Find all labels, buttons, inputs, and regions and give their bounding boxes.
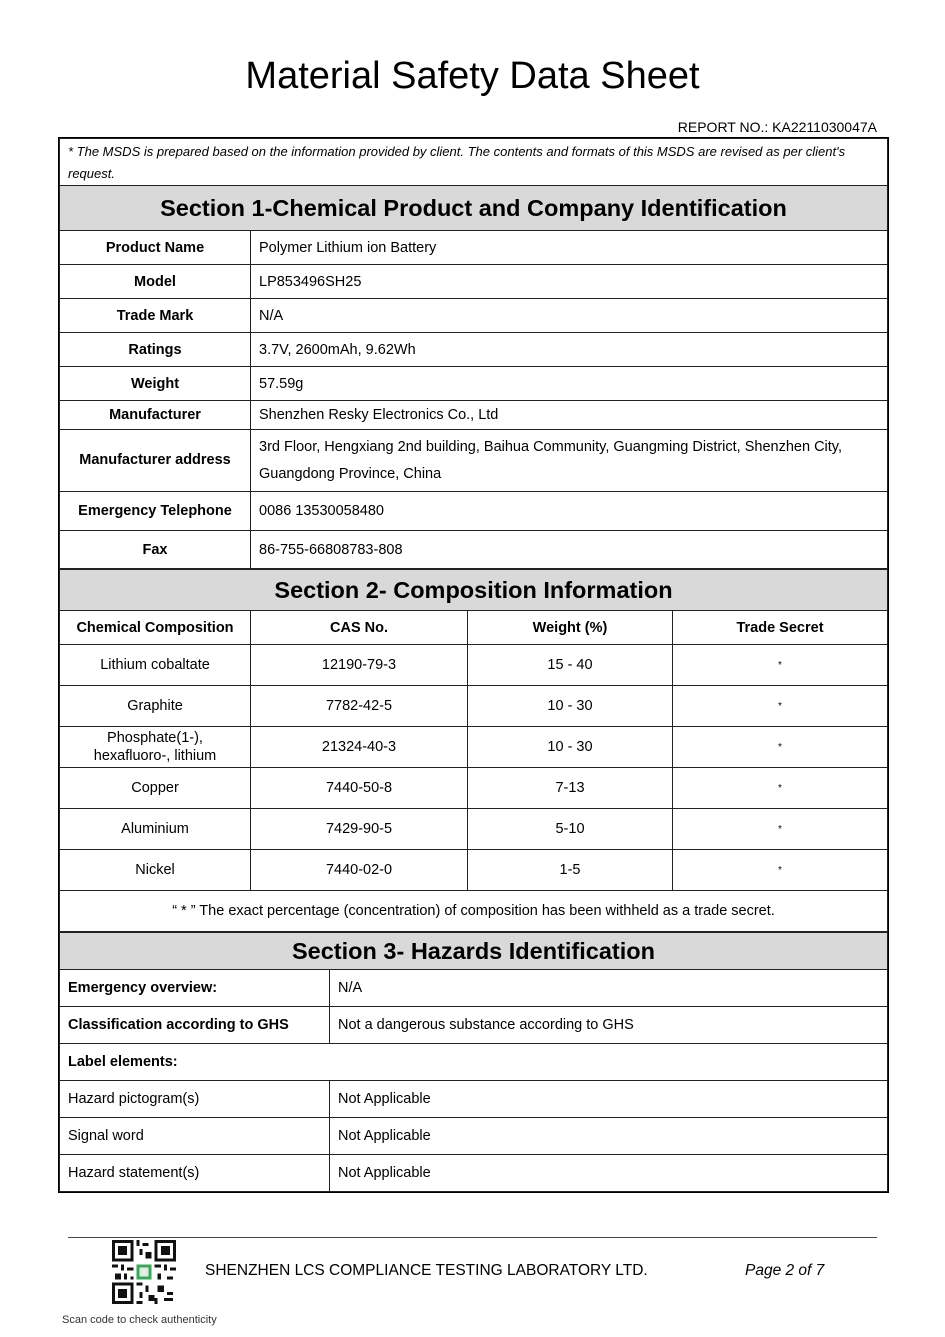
table-row — [60, 1007, 888, 1044]
cas-number: 7440-50-8 — [251, 768, 468, 809]
signal-word-value: Not Applicable — [330, 1118, 888, 1155]
table-row — [60, 1081, 888, 1118]
ratings-label: Ratings — [60, 333, 251, 367]
hazard-statement-label: Hazard statement(s) — [60, 1155, 330, 1192]
table-row — [60, 299, 888, 333]
model-value: LP853496SH25 — [251, 265, 888, 299]
fax-value: 86-755-66808783-808 — [251, 531, 888, 569]
table-row — [60, 367, 888, 401]
table-row — [60, 333, 888, 367]
trade-secret: * — [673, 809, 888, 850]
section1-table — [59, 185, 888, 569]
section1-heading: Section 1-Chemical Product and Company Identification — [60, 186, 888, 231]
table-row — [60, 265, 888, 299]
signal-word-label: Signal word — [60, 1118, 330, 1155]
table-row — [60, 492, 888, 531]
model-label: Model — [60, 265, 251, 299]
table-row — [60, 645, 888, 686]
table-row — [60, 531, 888, 569]
msds-sheet — [58, 137, 889, 1193]
qr-code-icon[interactable] — [112, 1240, 176, 1304]
weight-percent: 7-13 — [468, 768, 673, 809]
hazard-pictogram-label: Hazard pictogram(s) — [60, 1081, 330, 1118]
chemical-name: Lithium cobaltate — [60, 645, 251, 686]
section3-table — [59, 932, 888, 1192]
weight-percent: 10 - 30 — [468, 686, 673, 727]
emergency-overview-label: Emergency overview: — [60, 970, 330, 1007]
manufacturer-label: Manufacturer — [60, 401, 251, 430]
cas-number: 7782-42-5 — [251, 686, 468, 727]
trade-secret: * — [673, 768, 888, 809]
chemical-name: Copper — [60, 768, 251, 809]
table-row — [60, 430, 888, 492]
section2-table — [59, 569, 888, 932]
table-row — [60, 970, 888, 1007]
table-row — [60, 850, 888, 891]
col-chemical-composition: Chemical Composition — [60, 611, 251, 645]
document-title: Material Safety Data Sheet — [245, 55, 700, 97]
section2-heading: Section 2- Composition Information — [60, 570, 888, 611]
scan-code-caption: Scan code to check authenticity — [62, 1314, 217, 1326]
trade-secret: * — [673, 686, 888, 727]
product-name-value: Polymer Lithium ion Battery — [251, 231, 888, 265]
ghs-classification-value: Not a dangerous substance according to GHS — [330, 1007, 888, 1044]
table-row — [60, 768, 888, 809]
hazard-statement-value: Not Applicable — [330, 1155, 888, 1192]
table-row — [60, 809, 888, 850]
table-row — [60, 401, 888, 430]
chemical-name: Graphite — [60, 686, 251, 727]
weight-label: Weight — [60, 367, 251, 401]
weight-percent: 1-5 — [468, 850, 673, 891]
table-row — [60, 1044, 888, 1081]
trade-mark-value: N/A — [251, 299, 888, 333]
emergency-telephone-label: Emergency Telephone — [60, 492, 251, 531]
chemical-name: Aluminium — [60, 809, 251, 850]
ratings-value: 3.7V, 2600mAh, 9.62Wh — [251, 333, 888, 367]
table-row — [60, 1118, 888, 1155]
trade-secret-footnote: “ * ” The exact percentage (concentration) of composition has been withheld as a trade secret. — [60, 891, 888, 932]
lab-name: SHENZHEN LCS COMPLIANCE TESTING LABORATORY LTD. — [205, 1262, 648, 1279]
manufacturer-address-label: Manufacturer address — [60, 430, 251, 492]
weight-percent: 10 - 30 — [468, 727, 673, 768]
trade-secret: * — [673, 645, 888, 686]
label-elements-heading: Label elements: — [60, 1044, 888, 1081]
emergency-telephone-value: 0086 13530058480 — [251, 492, 888, 531]
trade-mark-label: Trade Mark — [60, 299, 251, 333]
table-row — [60, 727, 888, 768]
chemical-name: Nickel — [60, 850, 251, 891]
col-trade-secret: Trade Secret — [673, 611, 888, 645]
trade-secret: * — [673, 850, 888, 891]
client-note: * The MSDS is prepared based on the information provided by client. The contents and formats of this MSDS are revised as per client's request. — [59, 138, 888, 185]
manufacturer-address-value: 3rd Floor, Hengxiang 2nd building, Baihua Community, Guangming District, Shenzhen City, Guangdong Province, China — [251, 430, 888, 492]
product-name-label: Product Name — [60, 231, 251, 265]
chemical-name: Phosphate(1-), hexafluoro-, lithium — [60, 727, 251, 768]
col-weight: Weight (%) — [468, 611, 673, 645]
cas-number: 7429-90-5 — [251, 809, 468, 850]
footer-divider — [68, 1237, 877, 1238]
ghs-classification-label: Classification according to GHS — [60, 1007, 330, 1044]
manufacturer-value: Shenzhen Resky Electronics Co., Ltd — [251, 401, 888, 430]
weight-value: 57.59g — [251, 367, 888, 401]
table-row — [60, 231, 888, 265]
section3-heading: Section 3- Hazards Identification — [60, 933, 888, 970]
hazard-pictogram-value: Not Applicable — [330, 1081, 888, 1118]
col-cas-no: CAS No. — [251, 611, 468, 645]
weight-percent: 15 - 40 — [468, 645, 673, 686]
table-row — [60, 1155, 888, 1192]
fax-label: Fax — [60, 531, 251, 569]
report-number: REPORT NO.: KA2211030047A — [677, 119, 877, 135]
trade-secret: * — [673, 727, 888, 768]
table-header-row — [60, 611, 888, 645]
weight-percent: 5-10 — [468, 809, 673, 850]
table-row — [60, 686, 888, 727]
cas-number: 12190-79-3 — [251, 645, 468, 686]
page-number: Page 2 of 7 — [745, 1262, 825, 1279]
cas-number: 21324-40-3 — [251, 727, 468, 768]
emergency-overview-value: N/A — [330, 970, 888, 1007]
cas-number: 7440-02-0 — [251, 850, 468, 891]
